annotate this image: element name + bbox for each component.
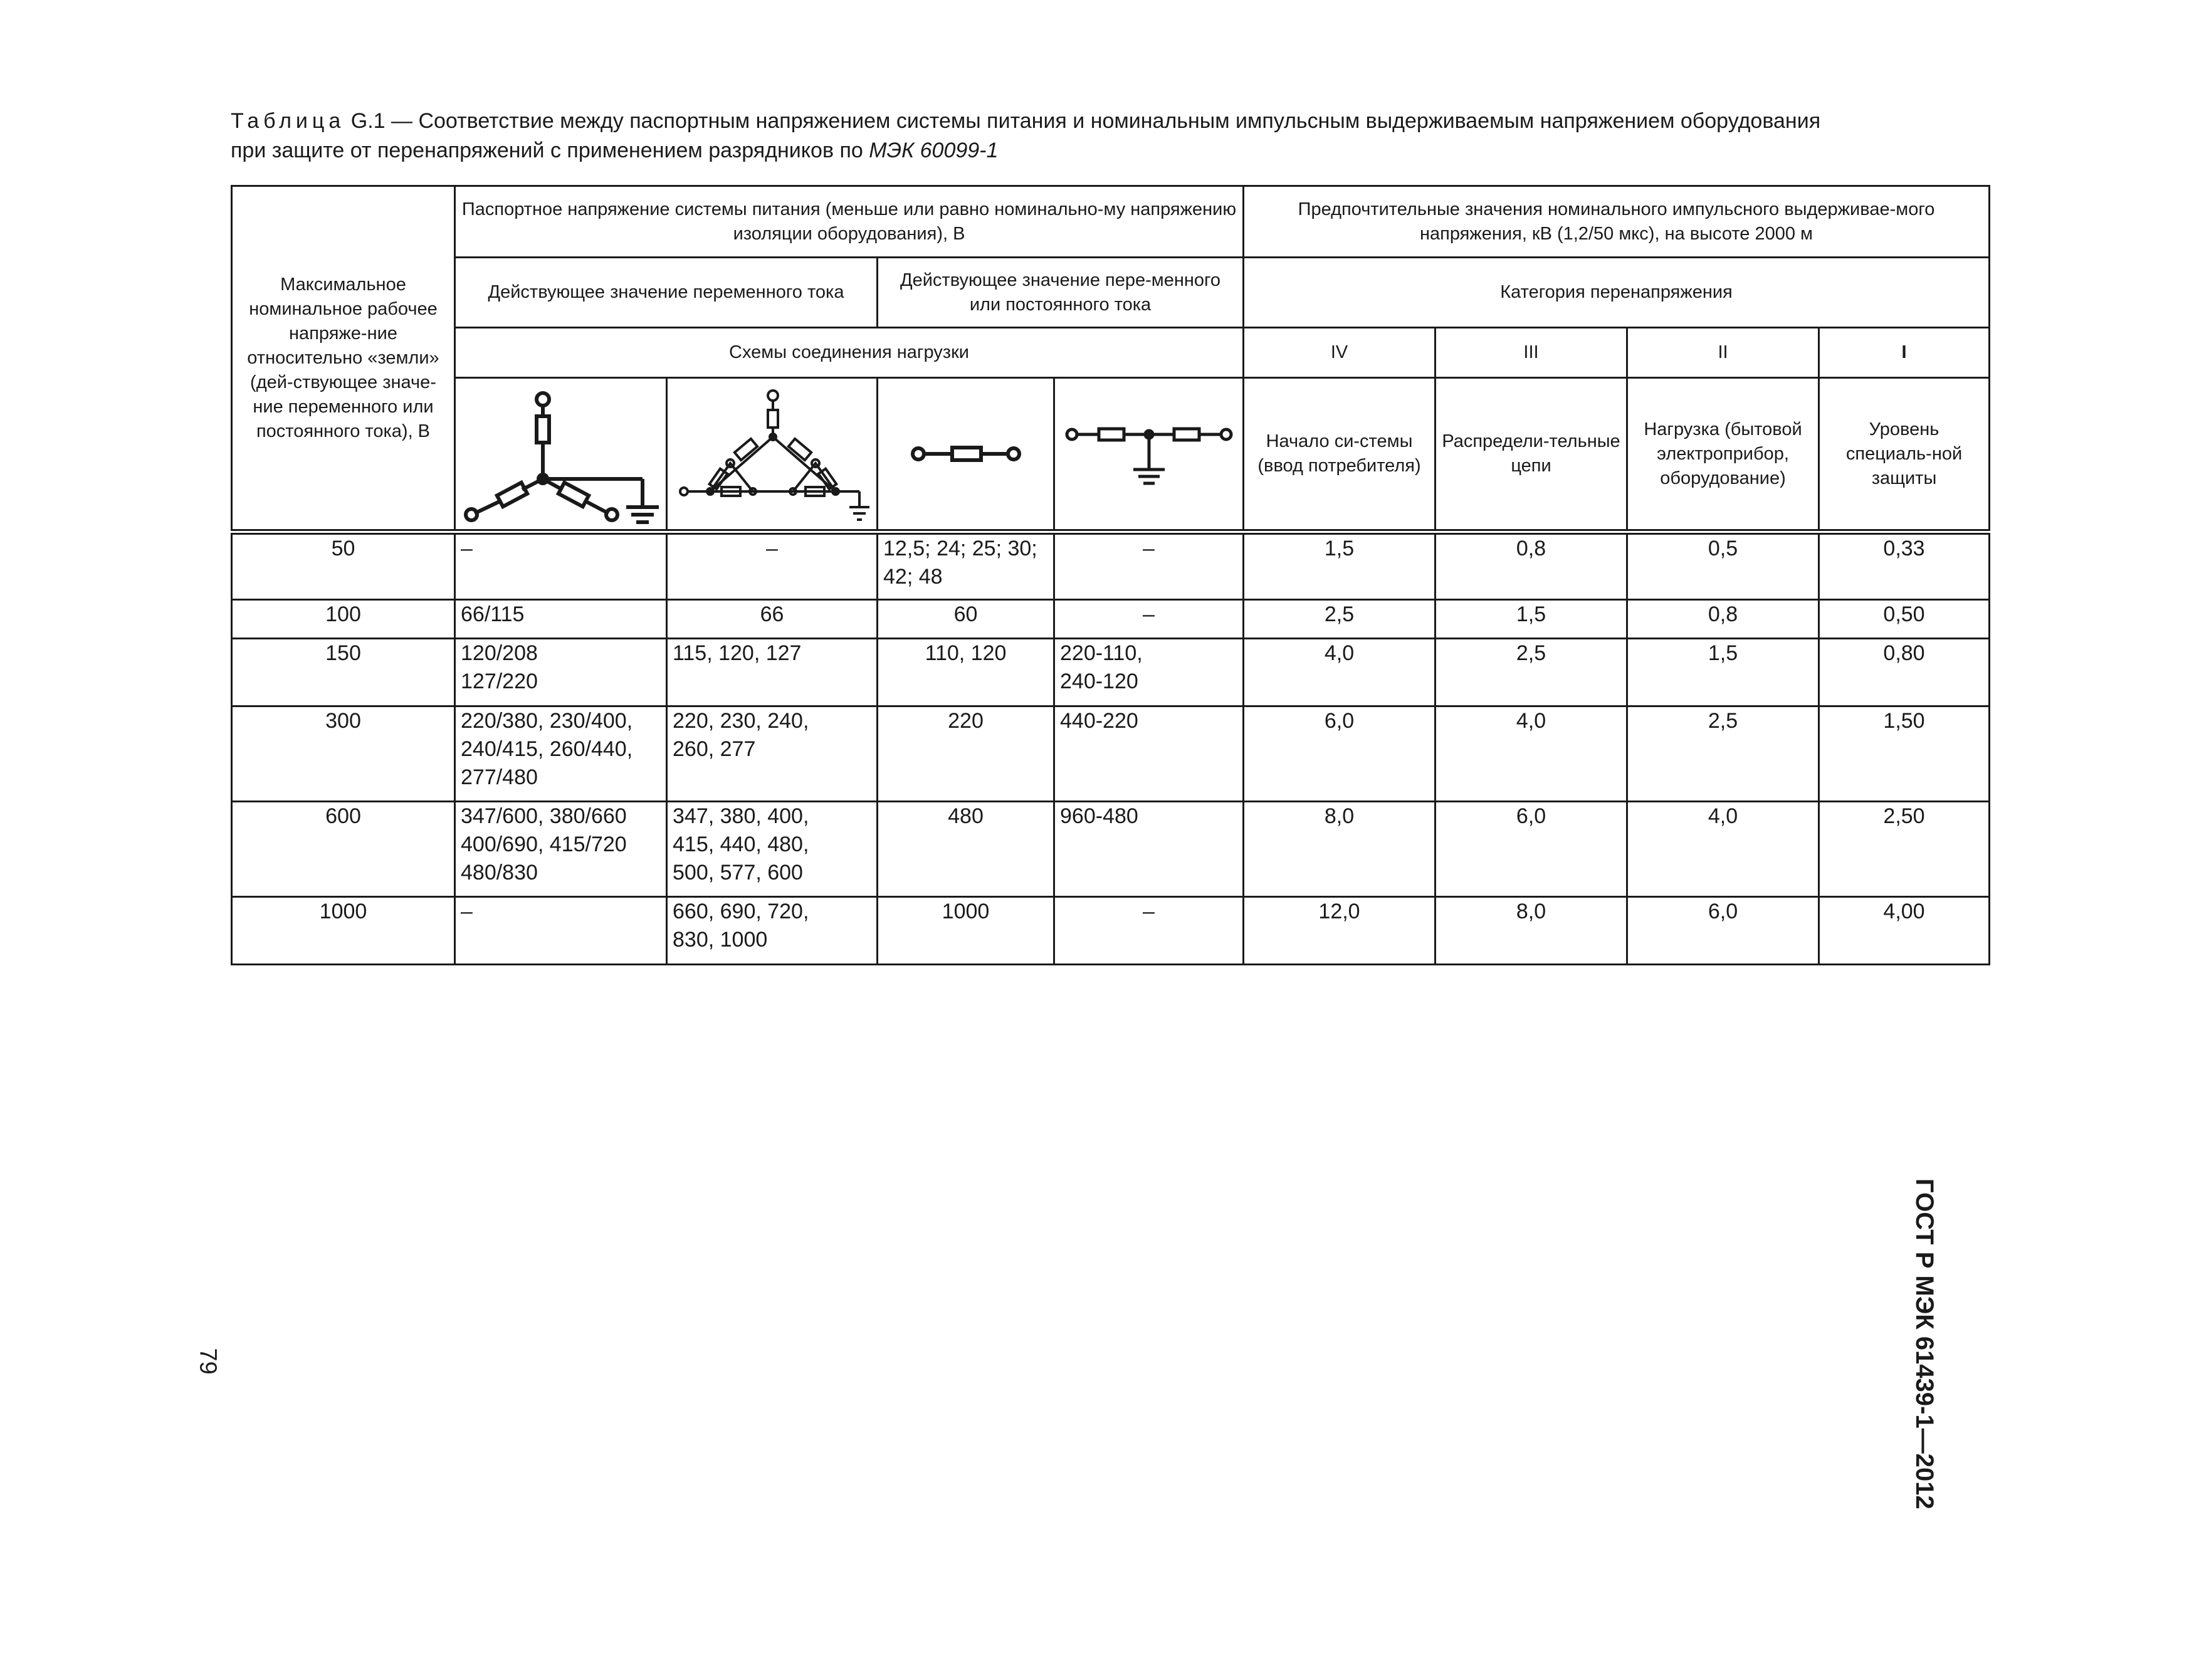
cell-ii: 2,5	[1627, 706, 1819, 802]
cell-i: 0,33	[1819, 532, 1990, 600]
cell-i: 1,50	[1819, 706, 1990, 802]
header-load-schemes: Схемы соединения нагрузки	[455, 328, 1244, 378]
star-wye-scheme-icon	[455, 378, 667, 532]
table-row	[232, 600, 1990, 639]
cell-ii: 0,5	[1627, 532, 1819, 600]
cell-ac2: –	[667, 532, 878, 600]
header-cat-i: I	[1819, 328, 1990, 378]
cell-i: 2,50	[1819, 802, 1990, 897]
header-max-voltage: Максимальное номинальное рабочее напряже-ние относительно «земли» (дей-ствующее значе-ние переменного или постоянного тока), В	[232, 186, 455, 532]
caption-prefix: Таблица	[231, 109, 345, 133]
cell-ac1: –	[455, 532, 667, 600]
cell-v: 1000	[232, 897, 455, 965]
cell-ac2: 347, 380, 400, 415, 440, 480, 500, 577, 600	[667, 802, 878, 897]
cell-acdc2: 440-220	[1054, 706, 1244, 802]
cell-iv: 4,0	[1244, 639, 1435, 706]
header-preferred-values: Предпочтительные значения номинального импульсного выдерживае-мого напряжения, кВ (1,2/50 мкс), на высоте 2000 м	[1244, 186, 1990, 258]
voltage-table	[231, 185, 1990, 965]
cell-acdc2: –	[1054, 897, 1244, 965]
cell-i: 4,00	[1819, 897, 1990, 965]
cell-acdc2: –	[1054, 532, 1244, 600]
delta-scheme-icon	[667, 378, 878, 532]
header-cat-iii: III	[1435, 328, 1627, 378]
cell-acdc1: 480	[878, 802, 1054, 897]
cell-iii: 2,5	[1435, 639, 1627, 706]
cell-ii: 4,0	[1627, 802, 1819, 897]
midpoint-earthed-scheme-icon	[1054, 378, 1244, 532]
desc-cat-iii: Распредели-тельные цепи	[1435, 378, 1627, 532]
table-body	[232, 532, 1990, 965]
header-overvoltage-category: Категория перенапряжения	[1244, 258, 1990, 328]
cell-ac1: 347/600, 380/660 400/690, 415/720 480/830	[455, 802, 667, 897]
header-passport-voltage: Паспортное напряжение системы питания (меньше или равно номинально-му напряжению изоляции оборудования), В	[455, 186, 1244, 258]
table-row	[232, 706, 1990, 802]
caption-line2: при защите от перенапряжений с применением разрядников по	[231, 139, 869, 162]
cell-iii: 1,5	[1435, 600, 1627, 639]
cell-v: 150	[232, 639, 455, 706]
cell-iii: 8,0	[1435, 897, 1627, 965]
cell-iv: 6,0	[1244, 706, 1435, 802]
cell-ac2: 660, 690, 720, 830, 1000	[667, 897, 878, 965]
cell-ii: 6,0	[1627, 897, 1819, 965]
cell-ii: 0,8	[1627, 600, 1819, 639]
cell-ac1: 120/208 127/220	[455, 639, 667, 706]
cell-iv: 8,0	[1244, 802, 1435, 897]
cell-acdc2: 220-110, 240-120	[1054, 639, 1244, 706]
table-row	[232, 897, 1990, 965]
cell-acdc1: 1000	[878, 897, 1054, 965]
caption-main: G.1 — Соответствие между паспортным напряжением системы питания и номинальным импульсным выдерживаемым напряжением оборудования	[345, 109, 1821, 133]
cell-ac2: 115, 120, 127	[667, 639, 878, 706]
cell-v: 100	[232, 600, 455, 639]
cell-ii: 1,5	[1627, 639, 1819, 706]
cell-i: 0,80	[1819, 639, 1990, 706]
desc-cat-ii: Нагрузка (бытовой электроприбор, оборудование)	[1627, 378, 1819, 532]
header-cat-ii: II	[1627, 328, 1819, 378]
table-row	[232, 532, 1990, 600]
cell-iv: 2,5	[1244, 600, 1435, 639]
cell-acdc1: 12,5; 24; 25; 30; 42; 48	[878, 532, 1054, 600]
header-ac-dc-rms: Действующее значение пере-менного или постоянного тока	[878, 258, 1244, 328]
standard-designation: ГОСТ Р МЭК 61439-1—2012	[1911, 1179, 1938, 1509]
cell-v: 300	[232, 706, 455, 802]
cell-ac1: –	[455, 897, 667, 965]
cell-acdc1: 220	[878, 706, 1054, 802]
cell-ac2: 66	[667, 600, 878, 639]
cell-ac1: 66/115	[455, 600, 667, 639]
cell-acdc2: –	[1054, 600, 1244, 639]
header-cat-iv: IV	[1244, 328, 1435, 378]
header-ac-rms: Действующее значение переменного тока	[455, 258, 878, 328]
cell-iv: 12,0	[1244, 897, 1435, 965]
cell-iv: 1,5	[1244, 532, 1435, 600]
single-phase-scheme-icon	[878, 378, 1054, 532]
table-row	[232, 639, 1990, 706]
table-caption	[231, 107, 1986, 165]
table-row	[232, 802, 1990, 897]
cell-iii: 6,0	[1435, 802, 1627, 897]
desc-cat-iv: Начало си-стемы (ввод потребителя)	[1244, 378, 1435, 532]
desc-cat-i: Уровень специаль-ной защиты	[1819, 378, 1990, 532]
cell-v: 600	[232, 802, 455, 897]
cell-iii: 0,8	[1435, 532, 1627, 600]
cell-acdc2: 960-480	[1054, 802, 1244, 897]
cell-v: 50	[232, 532, 455, 600]
page-number: 79	[194, 1348, 221, 1375]
caption-ref: МЭК 60099-1	[869, 139, 999, 162]
cell-iii: 4,0	[1435, 706, 1627, 802]
cell-ac2: 220, 230, 240, 260, 277	[667, 706, 878, 802]
cell-acdc1: 110, 120	[878, 639, 1054, 706]
cell-i: 0,50	[1819, 600, 1990, 639]
cell-acdc1: 60	[878, 600, 1054, 639]
cell-ac1: 220/380, 230/400, 240/415, 260/440, 277/480	[455, 706, 667, 802]
